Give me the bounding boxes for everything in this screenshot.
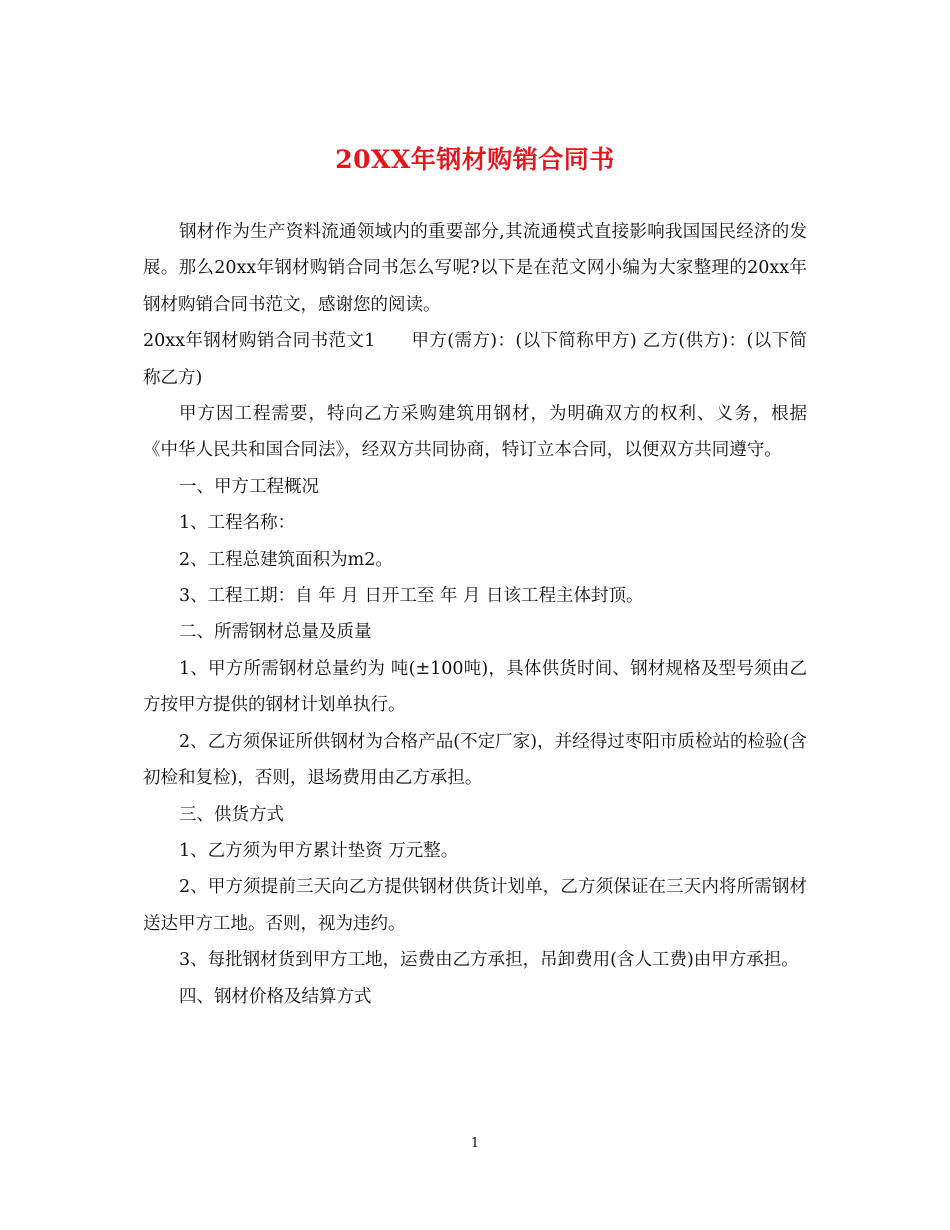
- paragraph: 3、工程工期：自 年 月 日开工至 年 月 日该工程主体封顶。: [179, 586, 644, 607]
- paragraph: 三、供货方式: [179, 804, 284, 825]
- page-number: 1: [470, 1136, 480, 1151]
- paragraph: 1、甲方所需钢材总量约为 吨(±100吨)，具体供货时间、钢材规格及型号须由乙方按甲方提供的钢材计划单执行。: [143, 658, 807, 716]
- paragraph: 甲方因工程需要，特向乙方采购建筑用钢材，为明确双方的权利、义务，根据《中华人民共和国合同法》，经双方共同协商，特订立本合同，以便双方共同遵守。: [143, 404, 807, 461]
- paragraph: 二、所需钢材总量及质量: [179, 622, 372, 643]
- paragraph: 20xx年钢材购销合同书范文1 甲方(需方)：(以下简称甲方) 乙方(供方)：(以下简称乙方): [143, 331, 807, 388]
- document-title: 20XX年钢材购销合同书: [335, 145, 615, 174]
- paragraph: 2、乙方须保证所供钢材为合格产品(不定厂家)，并经得过枣阳市质检站的检验(含初检和复检)，否则，退场费用由乙方承担。: [143, 731, 807, 789]
- paragraph: 1、乙方须为甲方累计垫资 万元整。: [179, 840, 459, 861]
- paragraph: 一、甲方工程概况: [179, 476, 319, 497]
- paragraph: 2、甲方须提前三天向乙方提供钢材供货计划单，乙方须保证在三天内将所需钢材送达甲方工地。否则，视为违约。: [143, 877, 807, 934]
- paragraph: 2、工程总建筑面积为m2。: [179, 549, 393, 570]
- paragraph: 四、钢材价格及结算方式: [179, 986, 372, 1007]
- paragraph: 3、每批钢材货到甲方工地，运费由乙方承担，吊卸费用(含人工费)由甲方承担。: [179, 950, 799, 971]
- document-body: [143, 214, 807, 1015]
- paragraph: 钢材作为生产资料流通领域内的重要部分,其流通模式直接影响我国国民经济的发展。那么20xx年钢材购销合同书怎么写呢?以下是在范文网小编为大家整理的20xx年钢材购销合同书范文，感谢您的阅读。: [143, 222, 807, 315]
- paragraph: 1、工程名称：: [179, 513, 296, 534]
